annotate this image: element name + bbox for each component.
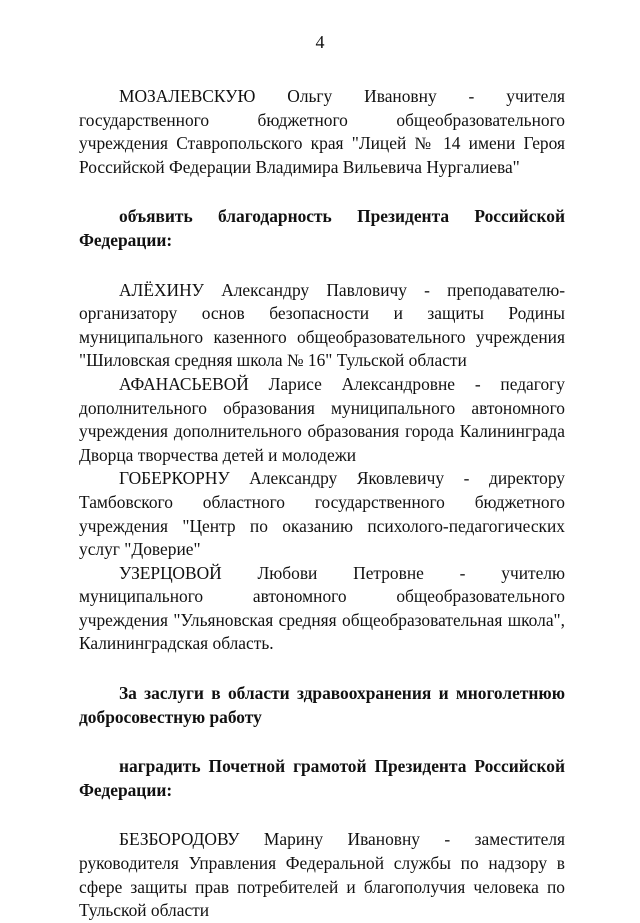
section-heading-certificate: наградить Почетной грамотой Президента Российской Федерации: bbox=[79, 756, 565, 800]
document-body bbox=[79, 85, 565, 923]
award-entry-goberkorn: ГОБЕРКОРНУ Александру Яковлевичу - директору Тамбовского областного государственного бюджетного учреждения "Центр по оказанию психолого-педагогических услуг "Доверие" bbox=[79, 468, 565, 560]
page-number: 4 bbox=[315, 32, 325, 52]
award-entry-mozalevskaya: МОЗАЛЕВСКУЮ Ольгу Ивановну - учителя государственного бюджетного общеобразовательного учреждения Ставропольского края "Лицей № 14 имени Героя Российской Федерации Владимира Вильевича Нургалиева" bbox=[79, 86, 565, 177]
award-entry-bezborodova: БЕЗБОРОДОВУ Марину Ивановну - заместителя руководителя Управления Федеральной службы по надзору в сфере защиты прав потребителей и благополучия человека по Тульской области bbox=[79, 829, 565, 921]
award-entry-alekhin: АЛЁХИНУ Александру Павловичу - преподавателю-организатору основ безопасности и защиты Родины муниципального казенного общеобразовательного учреждения "Шиловская средняя школа № 16" Тульской области bbox=[79, 279, 565, 371]
section-heading-healthcare: За заслуги в области здравоохранения и многолетнюю добросовестную работу bbox=[79, 683, 565, 727]
section-heading-gratitude: объявить благодарность Президента Российской Федерации: bbox=[79, 206, 565, 250]
award-entry-afanasyeva: АФАНАСЬЕВОЙ Ларисе Александровне - педагогу дополнительного образования муниципального автономного учреждения дополнительного образования города Калининграда Дворца творчества детей и молодежи bbox=[79, 373, 565, 465]
award-entry-uzertsova: УЗЕРЦОВОЙ Любови Петровне - учителю муниципального автономного общеобразовательного учреждения "Ульяновская средняя общеобразовательная школа", Калининградская область. bbox=[79, 562, 565, 654]
